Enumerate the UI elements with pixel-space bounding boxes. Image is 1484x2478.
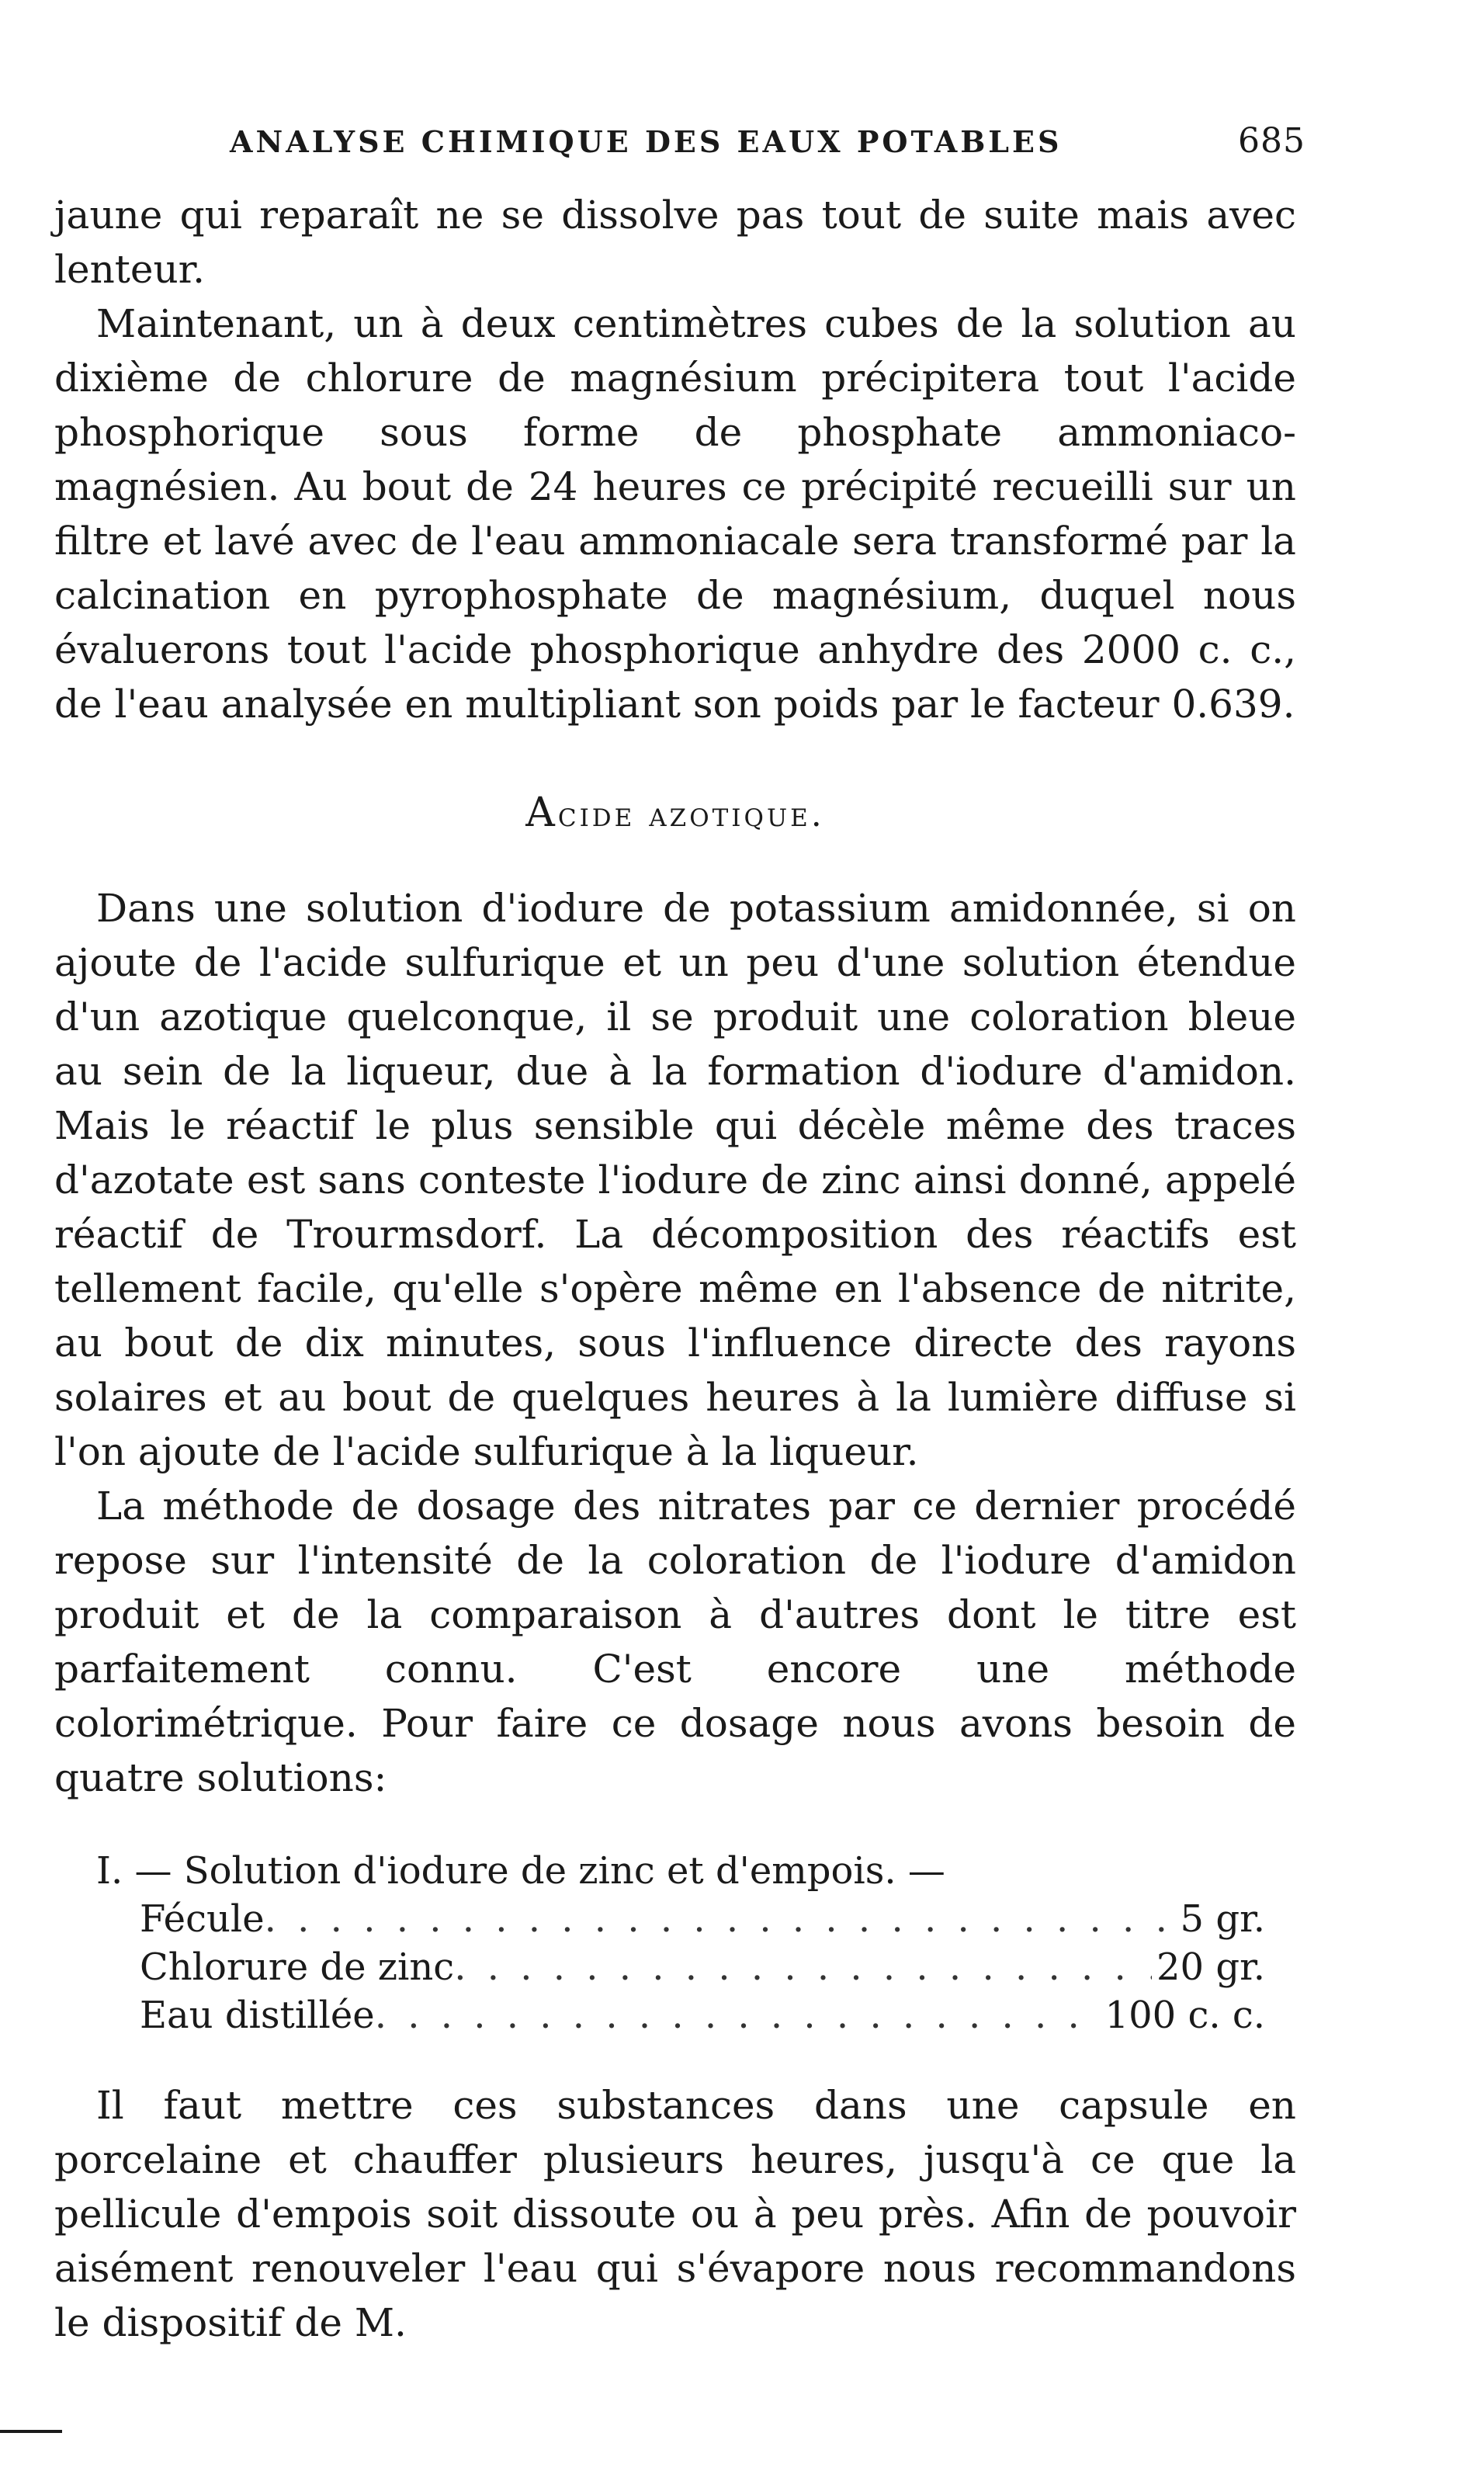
recipe-item-amount: 100 c. c. xyxy=(1104,1994,1265,2037)
leader-dots xyxy=(454,1943,1152,1991)
paragraph-capsule-porcelaine: Il faut mettre ces substances dans une capsule en porcelaine et chauffer plusieurs heures, jusqu'à ce que la pellicule d'empois soit dissoute ou à peu près. Afin de pouvoir aisément renouveler l'eau qui s'évapore nous recommandons le dispositif de M. xyxy=(54,2083,1296,2345)
book-page xyxy=(54,116,1305,2350)
paragraph-dosage-method: La méthode de dosage des nitrates par ce dernier procédé repose sur l'intensité de la coloration de l'iodure d'amidon produit et de la comparaison à d'autres dont le titre est parfaitement connu. C'est encore une méthode colorimétrique. Pour faire ce dosage nous avons besoin de quatre solutions: xyxy=(54,1484,1296,1800)
section-heading-initial: A xyxy=(525,790,558,836)
running-head xyxy=(54,116,1305,163)
paragraph-iodure-reaction: Dans une solution d'iodure de potassium amidonnée, si on ajoute de l'acide sulfurique et un peu d'une solution étendue d'un azotique quelconque, il se produit une coloration bleue au sein de la liqueur, due à la formation d'iodure d'amidon. Mais le réactif le plus sensible qui décèle même des traces d'azotate est sans conteste l'iodure de zinc ainsi donné, appelé réactif de Trourmsdorf. La décomposition des réactifs est tellement facile, qu'elle s'opère même en l'absence de nitrite, au bout de dix minutes, sous l'influence directe des rayons solaires et au bout de quelques heures à la lumière diffuse si l'on ajoute de l'acide sulfurique à la liqueur. xyxy=(54,886,1296,1474)
recipe-item-name: Eau distillée xyxy=(140,1994,375,2037)
page-edge-rule xyxy=(0,2430,62,2433)
recipe-item xyxy=(140,1895,1265,1943)
leader-dots xyxy=(375,1991,1101,2039)
leader-dots xyxy=(265,1895,1176,1943)
recipe-item xyxy=(140,1991,1265,2039)
running-title: ANALYSE CHIMIQUE DES EAUX POTABLES xyxy=(230,124,1063,159)
recipe-list xyxy=(54,1895,1296,2039)
body-text xyxy=(54,188,1296,2350)
paragraph-continued: jaune qui reparaît ne se dissolve pas tout de suite mais avec lenteur. xyxy=(54,193,1296,292)
section-heading-rest: cide azotique. xyxy=(557,795,825,835)
recipe-title: I. — Solution d'iodure de zinc et d'empois. — xyxy=(96,1849,945,1893)
paragraph-phosphoric-acid: Maintenant, un à deux centimètres cubes de la solution au dixième de chlorure de magnésium précipitera tout l'acide phosphorique sous forme de phosphate ammoniaco-magnésien. Au bout de 24 heures ce précipité recueilli sur un filtre et lavé avec de l'eau ammoniacale sera transformé par la calcination en pyrophosphate de magnésium, duquel nous évaluerons tout l'acide phosphorique anhydre des 2000 c. c., de l'eau analysée en multipliant son poids par le facteur 0.639. xyxy=(54,301,1296,727)
section-heading-acide-azotique xyxy=(54,786,1296,842)
recipe-item-name: Fécule xyxy=(140,1897,265,1941)
recipe-item-name: Chlorure de zinc xyxy=(140,1945,455,1989)
recipe-item-amount: 20 gr. xyxy=(1156,1945,1265,1989)
page-number: 685 xyxy=(1238,121,1305,161)
recipe-block xyxy=(54,1847,1296,2039)
recipe-item-amount: 5 gr. xyxy=(1180,1897,1265,1941)
recipe-item xyxy=(140,1943,1265,1991)
